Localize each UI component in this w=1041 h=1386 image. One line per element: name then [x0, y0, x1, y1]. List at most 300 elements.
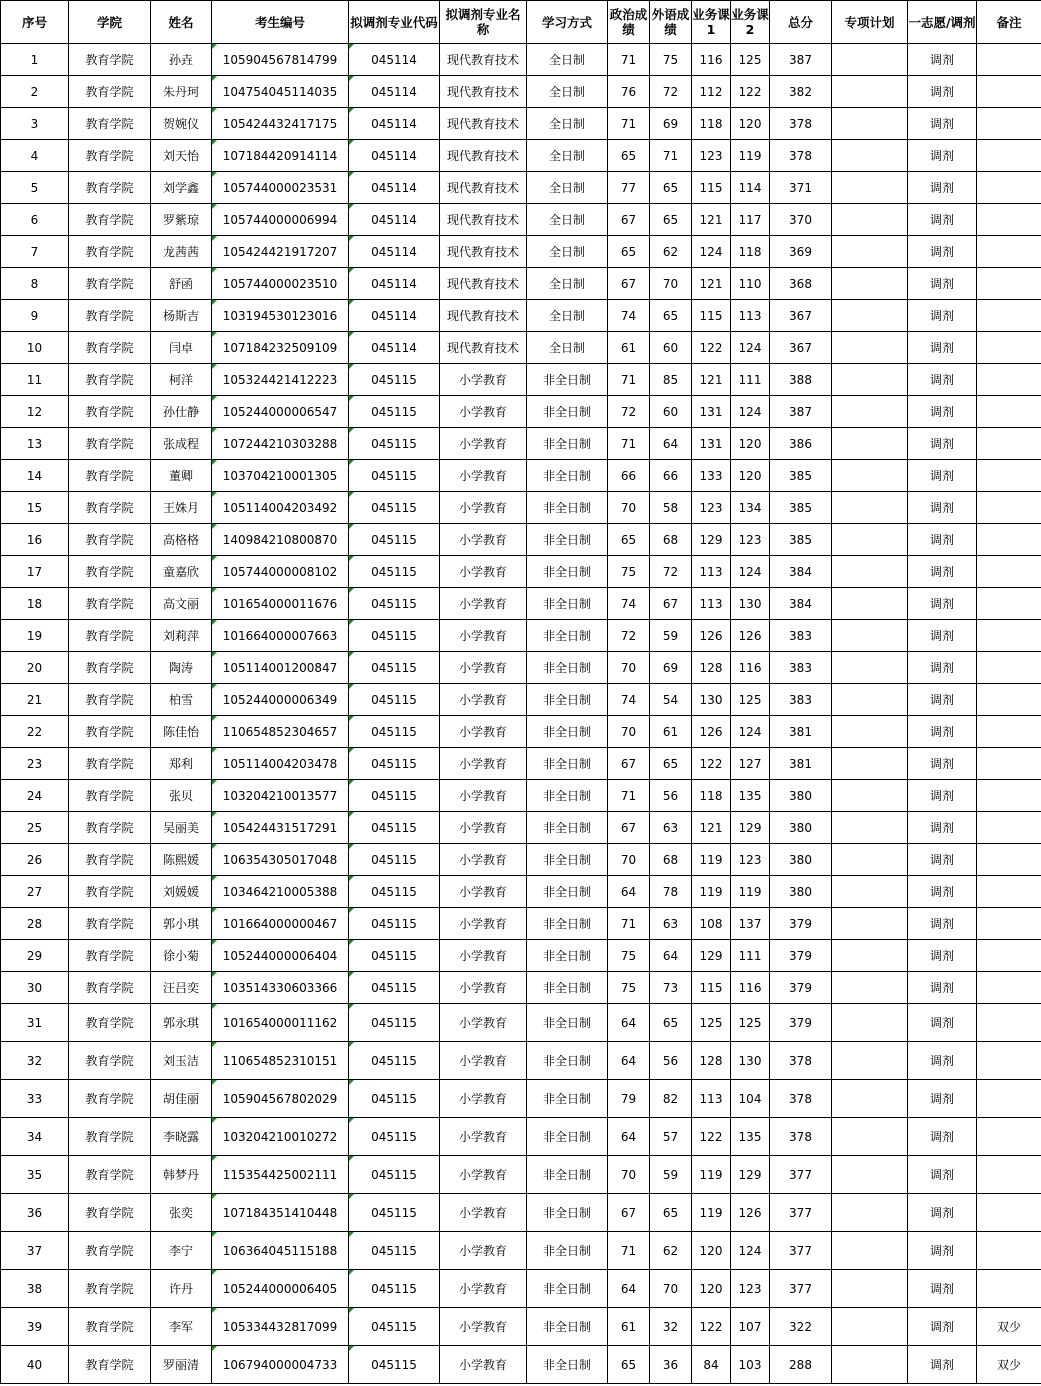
politics-cell: 79	[608, 1080, 650, 1118]
course1-cell: 122	[692, 1308, 731, 1346]
name-cell: 郭永琪	[151, 1004, 212, 1042]
name-cell: 朱丹珂	[151, 76, 212, 108]
foreign-cell: 69	[650, 108, 692, 140]
course1-cell: 129	[692, 940, 731, 972]
major-name-cell: 小学教育	[440, 748, 527, 780]
table-row	[1, 428, 1041, 460]
politics-cell: 75	[608, 556, 650, 588]
politics-cell: 74	[608, 300, 650, 332]
college-cell: 教育学院	[69, 492, 151, 524]
course2-cell: 130	[731, 588, 770, 620]
choice-cell: 调剂	[908, 44, 977, 76]
table-row	[1, 844, 1041, 876]
course2-cell: 125	[731, 684, 770, 716]
choice-cell: 调剂	[908, 460, 977, 492]
foreign-cell: 56	[650, 780, 692, 812]
exam-id-cell: 105904567802029	[212, 1080, 349, 1118]
table-row	[1, 460, 1041, 492]
foreign-cell: 62	[650, 1232, 692, 1270]
politics-cell: 71	[608, 1232, 650, 1270]
study-mode-cell: 非全日制	[527, 620, 608, 652]
major-code-cell: 045114	[349, 204, 440, 236]
total-cell: 379	[770, 972, 832, 1004]
college-cell: 教育学院	[69, 588, 151, 620]
choice-cell: 调剂	[908, 1004, 977, 1042]
major-name-cell: 小学教育	[440, 972, 527, 1004]
total-cell: 377	[770, 1194, 832, 1232]
course1-cell: 119	[692, 1194, 731, 1232]
choice-cell: 调剂	[908, 1270, 977, 1308]
college-cell: 教育学院	[69, 460, 151, 492]
foreign-cell: 65	[650, 204, 692, 236]
exam-id-cell: 103514330603366	[212, 972, 349, 1004]
college-cell: 教育学院	[69, 236, 151, 268]
course1-cell: 121	[692, 268, 731, 300]
special-cell	[832, 268, 908, 300]
politics-cell: 65	[608, 1346, 650, 1384]
choice-cell: 调剂	[908, 1156, 977, 1194]
course2-cell: 118	[731, 236, 770, 268]
table-row	[1, 236, 1041, 268]
name-cell: 孙垚	[151, 44, 212, 76]
exam-id-cell: 107244210303288	[212, 428, 349, 460]
remark-cell: 双少	[977, 1346, 1041, 1384]
major-code-cell: 045115	[349, 1232, 440, 1270]
seq-cell: 28	[1, 908, 69, 940]
major-name-cell: 小学教育	[440, 620, 527, 652]
major-code-cell: 045115	[349, 780, 440, 812]
course2-cell: 123	[731, 524, 770, 556]
major-code-cell: 045115	[349, 876, 440, 908]
name-cell: 韩梦丹	[151, 1156, 212, 1194]
choice-cell: 调剂	[908, 268, 977, 300]
exam-id-cell: 101654000011162	[212, 1004, 349, 1042]
exam-id-cell: 107184232509109	[212, 332, 349, 364]
name-cell: 李晓露	[151, 1118, 212, 1156]
major-code-cell: 045115	[349, 460, 440, 492]
major-name-cell: 现代教育技术	[440, 108, 527, 140]
table-row	[1, 76, 1041, 108]
course2-cell: 119	[731, 140, 770, 172]
study-mode-cell: 非全日制	[527, 684, 608, 716]
special-cell	[832, 1346, 908, 1384]
course1-cell: 129	[692, 524, 731, 556]
college-cell: 教育学院	[69, 1308, 151, 1346]
course2-cell: 129	[731, 812, 770, 844]
col-major-name-header: 拟调剂专业名称	[440, 1, 527, 44]
course2-cell: 114	[731, 172, 770, 204]
total-cell: 288	[770, 1346, 832, 1384]
study-mode-cell: 非全日制	[527, 972, 608, 1004]
major-name-cell: 小学教育	[440, 492, 527, 524]
remark-cell	[977, 588, 1041, 620]
politics-cell: 66	[608, 460, 650, 492]
course1-cell: 123	[692, 492, 731, 524]
course1-cell: 125	[692, 1004, 731, 1042]
foreign-cell: 72	[650, 76, 692, 108]
name-cell: 陈佳怡	[151, 716, 212, 748]
total-cell: 377	[770, 1270, 832, 1308]
foreign-cell: 70	[650, 1270, 692, 1308]
choice-cell: 调剂	[908, 1042, 977, 1080]
special-cell	[832, 1004, 908, 1042]
seq-cell: 19	[1, 620, 69, 652]
politics-cell: 71	[608, 780, 650, 812]
seq-cell: 30	[1, 972, 69, 1004]
table-row	[1, 396, 1041, 428]
total-cell: 378	[770, 108, 832, 140]
course1-cell: 118	[692, 108, 731, 140]
name-cell: 刘媛媛	[151, 876, 212, 908]
name-cell: 舒函	[151, 268, 212, 300]
col-foreign-header: 外语成绩	[650, 1, 692, 44]
course1-cell: 112	[692, 76, 731, 108]
name-cell: 张成程	[151, 428, 212, 460]
exam-id-cell: 103464210005388	[212, 876, 349, 908]
name-cell: 吴丽美	[151, 812, 212, 844]
choice-cell: 调剂	[908, 428, 977, 460]
politics-cell: 67	[608, 1194, 650, 1232]
college-cell: 教育学院	[69, 332, 151, 364]
name-cell: 刘学鑫	[151, 172, 212, 204]
politics-cell: 64	[608, 1270, 650, 1308]
major-code-cell: 045115	[349, 396, 440, 428]
table-row	[1, 972, 1041, 1004]
major-code-cell: 045115	[349, 588, 440, 620]
col-special-header: 专项计划	[832, 1, 908, 44]
seq-cell: 9	[1, 300, 69, 332]
remark-cell	[977, 940, 1041, 972]
name-cell: 刘莉萍	[151, 620, 212, 652]
major-code-cell: 045115	[349, 1346, 440, 1384]
major-code-cell: 045114	[349, 108, 440, 140]
major-name-cell: 小学教育	[440, 1270, 527, 1308]
table-row	[1, 1270, 1041, 1308]
college-cell: 教育学院	[69, 876, 151, 908]
exam-id-cell: 105244000006405	[212, 1270, 349, 1308]
exam-id-cell: 105744000006994	[212, 204, 349, 236]
remark-cell	[977, 524, 1041, 556]
table-row	[1, 716, 1041, 748]
college-cell: 教育学院	[69, 268, 151, 300]
course2-cell: 116	[731, 972, 770, 1004]
name-cell: 高格格	[151, 524, 212, 556]
politics-cell: 71	[608, 908, 650, 940]
total-cell: 377	[770, 1156, 832, 1194]
name-cell: 李宁	[151, 1232, 212, 1270]
study-mode-cell: 非全日制	[527, 1080, 608, 1118]
major-name-cell: 小学教育	[440, 1080, 527, 1118]
name-cell: 刘玉洁	[151, 1042, 212, 1080]
exam-id-cell: 105244000006404	[212, 940, 349, 972]
exam-id-cell: 110654852310151	[212, 1042, 349, 1080]
name-cell: 贺婉仪	[151, 108, 212, 140]
name-cell: 孙仕静	[151, 396, 212, 428]
exam-id-cell: 101664000000467	[212, 908, 349, 940]
remark-cell	[977, 876, 1041, 908]
remark-cell	[977, 972, 1041, 1004]
foreign-cell: 75	[650, 44, 692, 76]
special-cell	[832, 204, 908, 236]
study-mode-cell: 非全日制	[527, 1004, 608, 1042]
choice-cell: 调剂	[908, 812, 977, 844]
choice-cell: 调剂	[908, 620, 977, 652]
remark-cell	[977, 1080, 1041, 1118]
special-cell	[832, 492, 908, 524]
exam-id-cell: 101654000011676	[212, 588, 349, 620]
special-cell	[832, 1042, 908, 1080]
study-mode-cell: 非全日制	[527, 876, 608, 908]
course2-cell: 119	[731, 876, 770, 908]
name-cell: 童嘉欣	[151, 556, 212, 588]
course1-cell: 113	[692, 1080, 731, 1118]
course1-cell: 113	[692, 588, 731, 620]
name-cell: 汪吕奕	[151, 972, 212, 1004]
choice-cell: 调剂	[908, 556, 977, 588]
choice-cell: 调剂	[908, 652, 977, 684]
course2-cell: 135	[731, 780, 770, 812]
total-cell: 371	[770, 172, 832, 204]
special-cell	[832, 1156, 908, 1194]
foreign-cell: 65	[650, 1194, 692, 1232]
special-cell	[832, 748, 908, 780]
major-name-cell: 小学教育	[440, 524, 527, 556]
college-cell: 教育学院	[69, 652, 151, 684]
remark-cell	[977, 108, 1041, 140]
table-row	[1, 908, 1041, 940]
major-name-cell: 现代教育技术	[440, 140, 527, 172]
major-code-cell: 045115	[349, 524, 440, 556]
total-cell: 378	[770, 1080, 832, 1118]
choice-cell: 调剂	[908, 204, 977, 236]
total-cell: 381	[770, 748, 832, 780]
table-row	[1, 940, 1041, 972]
major-name-cell: 小学教育	[440, 844, 527, 876]
major-code-cell: 045115	[349, 716, 440, 748]
name-cell: 罗丽清	[151, 1346, 212, 1384]
table-row	[1, 140, 1041, 172]
politics-cell: 77	[608, 172, 650, 204]
college-cell: 教育学院	[69, 428, 151, 460]
major-name-cell: 现代教育技术	[440, 332, 527, 364]
name-cell: 刘天怡	[151, 140, 212, 172]
choice-cell: 调剂	[908, 972, 977, 1004]
remark-cell	[977, 620, 1041, 652]
study-mode-cell: 非全日制	[527, 588, 608, 620]
table-row	[1, 300, 1041, 332]
seq-cell: 16	[1, 524, 69, 556]
study-mode-cell: 全日制	[527, 108, 608, 140]
table-row	[1, 204, 1041, 236]
major-name-cell: 现代教育技术	[440, 172, 527, 204]
seq-cell: 37	[1, 1232, 69, 1270]
major-name-cell: 小学教育	[440, 1232, 527, 1270]
study-mode-cell: 全日制	[527, 236, 608, 268]
exam-id-cell: 105114004203478	[212, 748, 349, 780]
table-row	[1, 620, 1041, 652]
course2-cell: 125	[731, 1004, 770, 1042]
name-cell: 罗紫琼	[151, 204, 212, 236]
remark-cell	[977, 332, 1041, 364]
college-cell: 教育学院	[69, 1270, 151, 1308]
table-row	[1, 1042, 1041, 1080]
seq-cell: 11	[1, 364, 69, 396]
major-name-cell: 小学教育	[440, 940, 527, 972]
remark-cell	[977, 684, 1041, 716]
seq-cell: 21	[1, 684, 69, 716]
exam-id-cell: 106364045115188	[212, 1232, 349, 1270]
course1-cell: 121	[692, 364, 731, 396]
major-name-cell: 现代教育技术	[440, 44, 527, 76]
course1-cell: 131	[692, 428, 731, 460]
course2-cell: 129	[731, 1156, 770, 1194]
major-name-cell: 小学教育	[440, 908, 527, 940]
major-code-cell: 045115	[349, 1270, 440, 1308]
college-cell: 教育学院	[69, 300, 151, 332]
special-cell	[832, 236, 908, 268]
name-cell: 郭小琪	[151, 908, 212, 940]
major-name-cell: 小学教育	[440, 1156, 527, 1194]
seq-cell: 17	[1, 556, 69, 588]
special-cell	[832, 652, 908, 684]
foreign-cell: 66	[650, 460, 692, 492]
politics-cell: 71	[608, 428, 650, 460]
course1-cell: 126	[692, 716, 731, 748]
exam-id-cell: 107184351410448	[212, 1194, 349, 1232]
seq-cell: 27	[1, 876, 69, 908]
name-cell: 李军	[151, 1308, 212, 1346]
politics-cell: 74	[608, 684, 650, 716]
major-name-cell: 小学教育	[440, 588, 527, 620]
table-row	[1, 556, 1041, 588]
total-cell: 380	[770, 812, 832, 844]
study-mode-cell: 全日制	[527, 332, 608, 364]
choice-cell: 调剂	[908, 364, 977, 396]
major-name-cell: 小学教育	[440, 1042, 527, 1080]
study-mode-cell: 非全日制	[527, 748, 608, 780]
major-code-cell: 045115	[349, 1308, 440, 1346]
exam-id-cell: 105424421917207	[212, 236, 349, 268]
seq-cell: 25	[1, 812, 69, 844]
study-mode-cell: 非全日制	[527, 1232, 608, 1270]
special-cell	[832, 844, 908, 876]
remark-cell	[977, 44, 1041, 76]
foreign-cell: 78	[650, 876, 692, 908]
exam-id-cell: 104754045114035	[212, 76, 349, 108]
table-row	[1, 1156, 1041, 1194]
foreign-cell: 69	[650, 652, 692, 684]
major-code-cell: 045115	[349, 940, 440, 972]
name-cell: 胡佳丽	[151, 1080, 212, 1118]
col-major-code-header: 拟调剂专业代码	[349, 1, 440, 44]
choice-cell: 调剂	[908, 1080, 977, 1118]
course2-cell: 126	[731, 1194, 770, 1232]
header-row	[1, 1, 1041, 44]
remark-cell	[977, 1194, 1041, 1232]
course1-cell: 126	[692, 620, 731, 652]
study-mode-cell: 全日制	[527, 268, 608, 300]
table-row	[1, 492, 1041, 524]
major-code-cell: 045115	[349, 908, 440, 940]
foreign-cell: 70	[650, 268, 692, 300]
course1-cell: 124	[692, 236, 731, 268]
remark-cell	[977, 76, 1041, 108]
foreign-cell: 59	[650, 620, 692, 652]
politics-cell: 71	[608, 44, 650, 76]
exam-id-cell: 105114001200847	[212, 652, 349, 684]
major-name-cell: 小学教育	[440, 812, 527, 844]
choice-cell: 调剂	[908, 1232, 977, 1270]
foreign-cell: 65	[650, 1004, 692, 1042]
choice-cell: 调剂	[908, 396, 977, 428]
seq-cell: 26	[1, 844, 69, 876]
special-cell	[832, 524, 908, 556]
special-cell	[832, 940, 908, 972]
study-mode-cell: 非全日制	[527, 908, 608, 940]
choice-cell: 调剂	[908, 76, 977, 108]
course1-cell: 116	[692, 44, 731, 76]
special-cell	[832, 1080, 908, 1118]
remark-cell: 双少	[977, 1308, 1041, 1346]
seq-cell: 22	[1, 716, 69, 748]
remark-cell	[977, 460, 1041, 492]
course1-cell: 118	[692, 780, 731, 812]
col-total-header: 总分	[770, 1, 832, 44]
college-cell: 教育学院	[69, 812, 151, 844]
major-name-cell: 小学教育	[440, 556, 527, 588]
total-cell: 379	[770, 1004, 832, 1042]
study-mode-cell: 非全日制	[527, 364, 608, 396]
major-code-cell: 045115	[349, 428, 440, 460]
study-mode-cell: 非全日制	[527, 1042, 608, 1080]
table-row	[1, 364, 1041, 396]
col-choice-header: 一志愿/调剂	[908, 1, 977, 44]
college-cell: 教育学院	[69, 1346, 151, 1384]
special-cell	[832, 1194, 908, 1232]
name-cell: 杨斯吉	[151, 300, 212, 332]
major-name-cell: 小学教育	[440, 1004, 527, 1042]
politics-cell: 70	[608, 844, 650, 876]
special-cell	[832, 716, 908, 748]
college-cell: 教育学院	[69, 972, 151, 1004]
course2-cell: 125	[731, 44, 770, 76]
total-cell: 370	[770, 204, 832, 236]
politics-cell: 65	[608, 524, 650, 556]
major-code-cell: 045115	[349, 1118, 440, 1156]
total-cell: 369	[770, 236, 832, 268]
major-code-cell: 045114	[349, 140, 440, 172]
study-mode-cell: 非全日制	[527, 844, 608, 876]
special-cell	[832, 876, 908, 908]
special-cell	[832, 172, 908, 204]
special-cell	[832, 108, 908, 140]
major-name-cell: 小学教育	[440, 876, 527, 908]
seq-cell: 33	[1, 1080, 69, 1118]
major-code-cell: 045115	[349, 844, 440, 876]
name-cell: 张奕	[151, 1194, 212, 1232]
college-cell: 教育学院	[69, 1080, 151, 1118]
course1-cell: 119	[692, 844, 731, 876]
study-mode-cell: 全日制	[527, 172, 608, 204]
foreign-cell: 65	[650, 172, 692, 204]
special-cell	[832, 76, 908, 108]
exam-id-cell: 105424432417175	[212, 108, 349, 140]
college-cell: 教育学院	[69, 524, 151, 556]
seq-cell: 15	[1, 492, 69, 524]
remark-cell	[977, 1156, 1041, 1194]
exam-id-cell: 105424431517291	[212, 812, 349, 844]
college-cell: 教育学院	[69, 396, 151, 428]
